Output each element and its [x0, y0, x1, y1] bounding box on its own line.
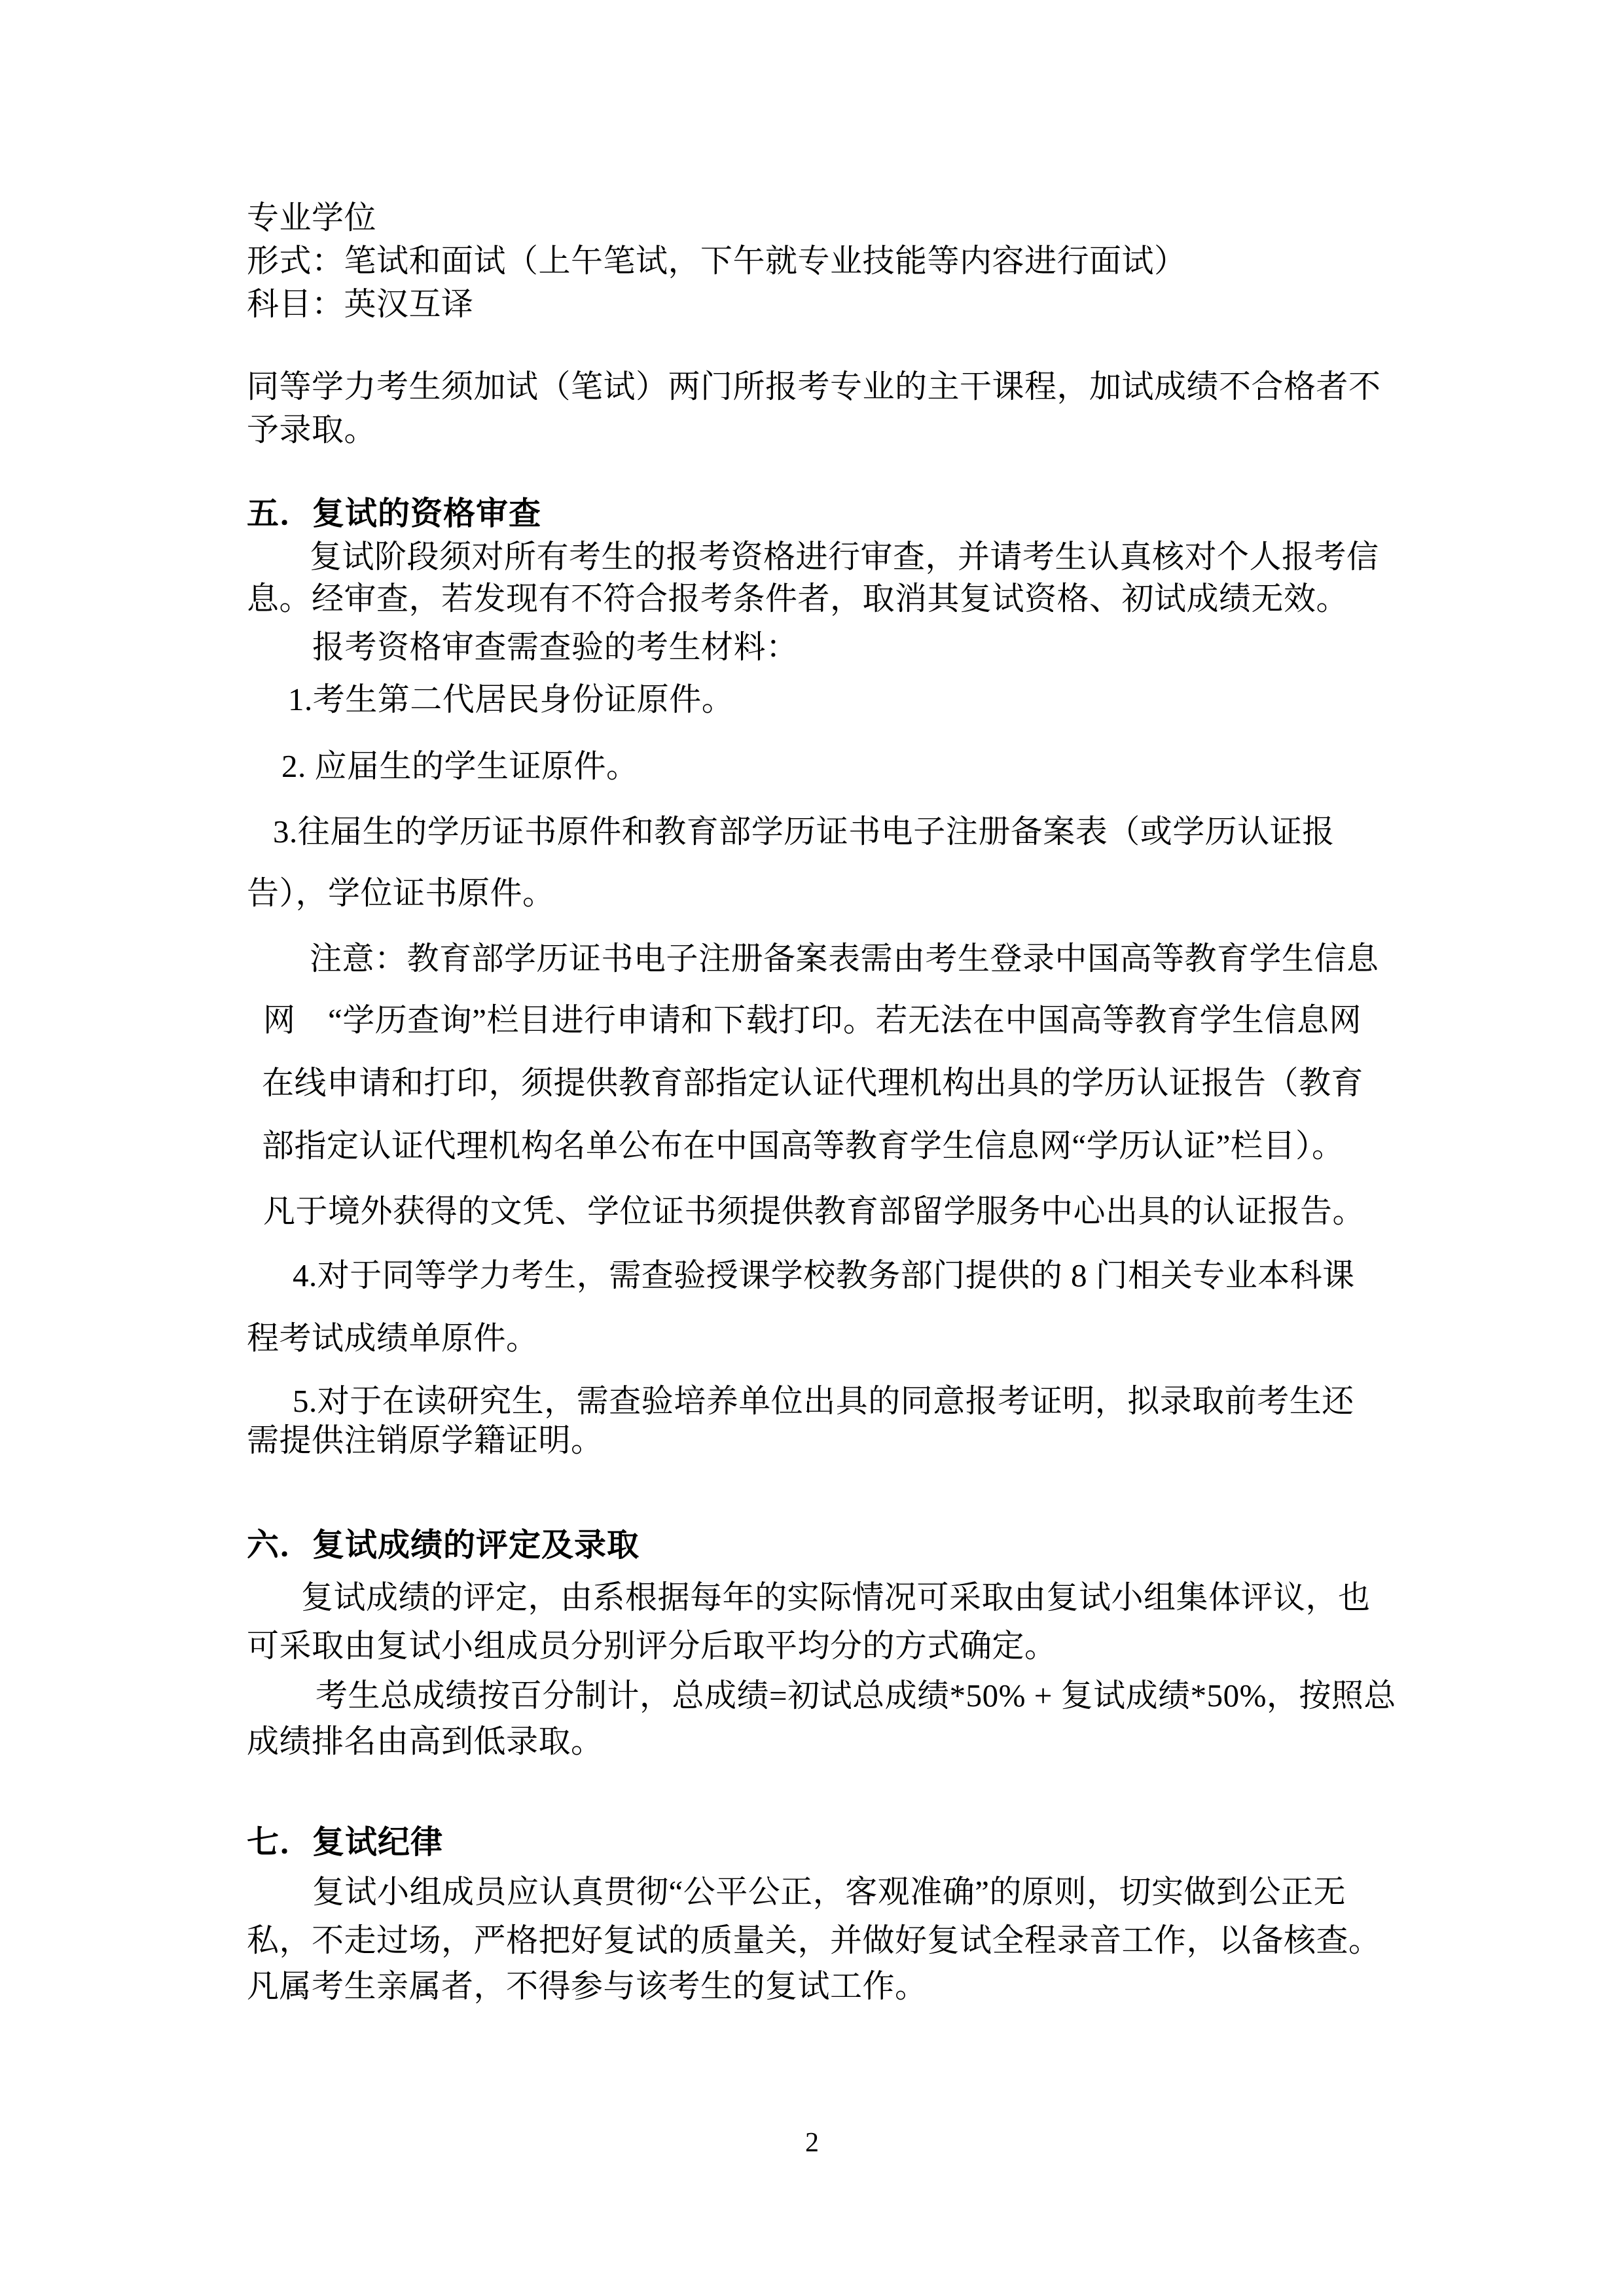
degree-type-line: 专业学位 — [247, 200, 377, 236]
list-item: 4.对于同等学力考生，需查验授课学校教务部门提供的 8 门相关专业本科课 — [293, 1257, 1355, 1293]
list-item-continuation: 程考试成绩单原件。 — [247, 1320, 539, 1356]
addtest-note-line: 予录取。 — [247, 412, 377, 448]
note-line: 凡于境外获得的文凭、学位证书须提供教育部留学服务中心出具的认证报告。 — [263, 1193, 1365, 1229]
text-line: 复试成绩的评定，由系根据每年的实际情况可采取由复试小组集体评议，也 — [301, 1579, 1371, 1615]
section-heading-six: 六．复试成绩的评定及录取 — [247, 1527, 640, 1563]
list-item: 5.对于在读研究生，需查验培养单位出具的同意报考证明，拟录取前考生还 — [293, 1383, 1354, 1419]
note-line: 部指定认证代理机构名单公布在中国高等教育学生信息网“学历认证”栏目）。 — [262, 1128, 1344, 1164]
section-heading-seven: 七．复试纪律 — [247, 1824, 444, 1860]
exam-subject-line: 科目：英汉互译 — [247, 286, 474, 322]
note-line: 网 “学历查询”栏目进行申请和下载打印。若无法在中国高等教育学生信息网 — [263, 1002, 1362, 1038]
text-line: 凡属考生亲属者，不得参与该考生的复试工作。 — [247, 1968, 928, 2004]
list-item: 1.考生第二代居民身份证原件。 — [288, 681, 734, 717]
page-number: 2 — [805, 2128, 819, 2158]
list-item: 3.往届生的学历证书原件和教育部学历证书电子注册备案表（或学历认证报 — [273, 814, 1335, 850]
score-formula-line: 考生总成绩按百分制计，总成绩=初试总成绩*50% + 复试成绩*50%，按照总 — [316, 1677, 1396, 1713]
text-line: 成绩排名由高到低录取。 — [247, 1723, 604, 1759]
text-line: 可采取由复试小组成员分别评分后取平均分的方式确定。 — [247, 1628, 1057, 1664]
addtest-note-line: 同等学力考生须加试（笔试）两门所报考专业的主干课程，加试成绩不合格者不 — [247, 368, 1381, 404]
text-line: 私，不走过场，严格把好复试的质量关，并做好复试全程录音工作，以备核查。 — [247, 1922, 1381, 1958]
list-item-continuation: 告），学位证书原件。 — [247, 875, 555, 911]
note-line: 在线申请和打印，须提供教育部指定认证代理机构出具的学历认证报告（教育 — [262, 1065, 1364, 1101]
text-line: 复试阶段须对所有考生的报考资格进行审查，并请考生认真核对个人报考信 — [310, 539, 1379, 575]
list-item: 2. 应届生的学生证原件。 — [281, 748, 639, 784]
materials-intro-line: 报考资格审查需查验的考生材料： — [312, 629, 799, 665]
section-heading-five: 五．复试的资格审查 — [247, 495, 542, 531]
text-line: 复试小组成员应认真贯彻“公平公正，客观准确”的原则，切实做到公正无 — [312, 1874, 1346, 1910]
text-line: 息。经审查，若发现有不符合报考条件者，取消其复试资格、初试成绩无效。 — [247, 581, 1349, 617]
note-line: 注意：教育部学历证书电子注册备案表需由考生登录中国高等教育学生信息 — [310, 941, 1379, 977]
list-item-continuation: 需提供注销原学籍证明。 — [247, 1422, 604, 1458]
exam-format-line: 形式：笔试和面试（上午笔试，下午就专业技能等内容进行面试） — [247, 243, 1187, 279]
